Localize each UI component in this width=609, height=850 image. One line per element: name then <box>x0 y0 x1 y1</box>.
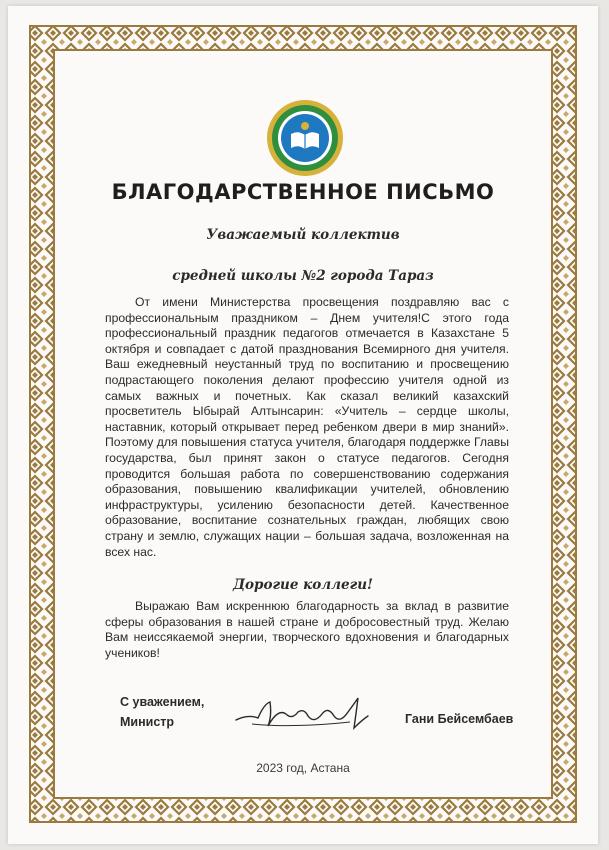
signatory-name: Гани Бейсембаев <box>405 712 514 726</box>
place-date: 2023 год, Астана <box>256 761 350 775</box>
handwritten-signature <box>232 694 372 734</box>
salutation: Уважаемый коллектив <box>206 227 400 243</box>
body-paragraph: От имени Министерства просвещения поздравляю вас с профессиональным праздником – Днем учителя!С этого года профессиональный праздник педагогов отмечается в Казахстане 5 октября и совпадает с датой празднования Всемирного дня учителя. Ваш ежедневный неустанный труд по воспитанию и просвещению подрастающего поколения делают профессию учителя одной из самых важных и почетных. Как сказал великий казахский просветитель Ыбырай Алтынсарин: «Учитель – сердце школы, наставник, который открывает перед ребенком двери в мир знаний». Поэтому для повышения статуса учителя, благодаря поддержке Главы государства, был принят закон о статусе педагогов. Сегодня проводится большая работа по совершенствованию содержания образования, повышению квалификации учителей, обновлению инфраструктуры, усилению безопасности детей. Качественное образование, воспитание сознательных граждан, любящих свою страну и землю, служащих нации – большая задача, возложенная на всех нас. <box>105 295 509 559</box>
recipient: средней школы №2 города Тараз <box>172 268 434 284</box>
closing-paragraph: Выражаю Вам искреннюю благодарность за вклад в развитие сферы образования в нашей стране и добросовестный труд. Желаю Вам неиссякаемой энергии, творческого вдохновения и благодарных учеников! <box>105 599 509 660</box>
letter-title: БЛАГОДАРСТВЕННОЕ ПИСЬМО <box>111 180 495 204</box>
signature-block <box>120 692 204 732</box>
regards-text: С уважением, <box>120 695 205 709</box>
position-text: Министр <box>120 715 175 729</box>
certificate-sheet <box>8 6 598 844</box>
ministry-emblem <box>265 98 345 178</box>
colleagues-heading: Дорогие коллеги! <box>233 577 373 593</box>
